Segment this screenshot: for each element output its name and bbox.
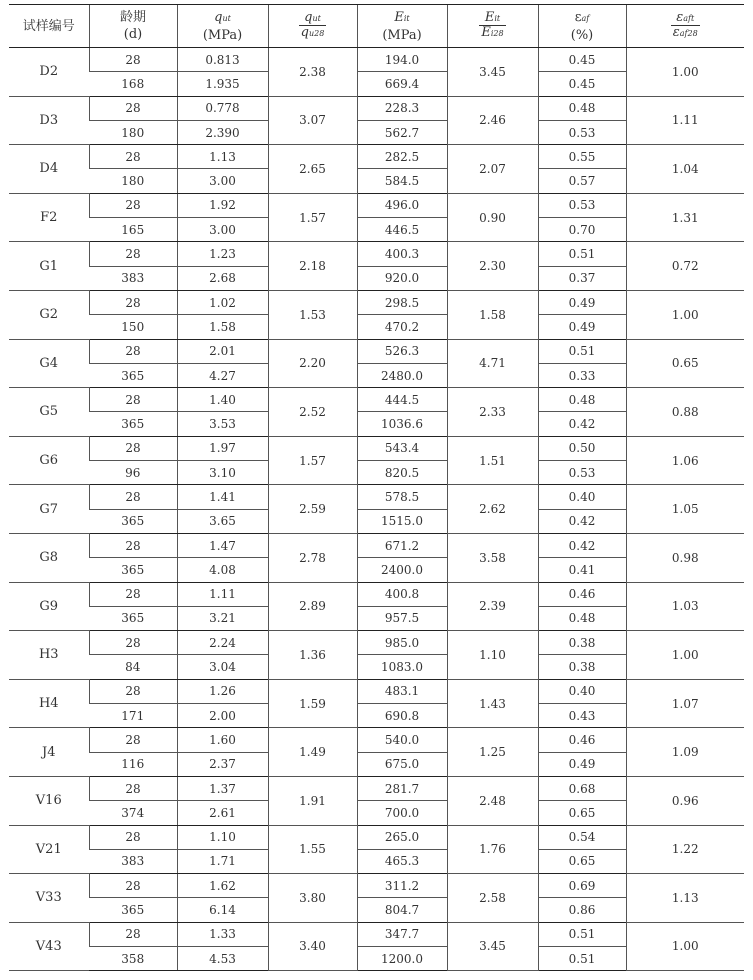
e-cell: 526.3 [357, 339, 447, 363]
e-cell: 820.5 [357, 461, 447, 485]
strain-ratio-cell: 1.03 [626, 582, 744, 631]
e-ratio-cell: 2.07 [447, 145, 538, 194]
strain-cell: 0.51 [538, 946, 626, 970]
strain-ratio-cell: 1.09 [626, 728, 744, 777]
strain-cell: 0.48 [538, 388, 626, 412]
qut-cell: 1.58 [177, 315, 268, 339]
age-cell: 28 [89, 582, 177, 606]
e-ratio-cell: 2.39 [447, 582, 538, 631]
e-ratio-cell: 3.45 [447, 48, 538, 97]
strain-cell: 0.42 [538, 533, 626, 557]
e-cell: 543.4 [357, 436, 447, 460]
q-ratio-cell: 2.38 [268, 48, 357, 97]
sample-id-cell: G1 [9, 242, 89, 291]
q-ratio-cell: 1.49 [268, 728, 357, 777]
table-row [9, 388, 744, 412]
q-ratio-cell: 2.65 [268, 145, 357, 194]
age-cell: 365 [89, 363, 177, 387]
table-row [9, 436, 744, 460]
e-cell: 1515.0 [357, 509, 447, 533]
age-cell: 116 [89, 752, 177, 776]
age-cell: 171 [89, 704, 177, 728]
q-ratio-cell: 2.52 [268, 388, 357, 437]
sample-id-cell: H4 [9, 679, 89, 728]
q-ratio-cell: 1.53 [268, 290, 357, 339]
e-cell: 1036.6 [357, 412, 447, 436]
sample-id-cell: D4 [9, 145, 89, 194]
age-cell: 358 [89, 946, 177, 970]
e-ratio-cell: 2.62 [447, 485, 538, 534]
age-cell: 365 [89, 898, 177, 922]
qut-cell: 1.26 [177, 679, 268, 703]
sample-id-cell: V16 [9, 776, 89, 825]
e-ratio-cell: 1.76 [447, 825, 538, 874]
age-cell: 168 [89, 72, 177, 96]
age-cell: 28 [89, 242, 177, 266]
strain-ratio-cell: 1.00 [626, 631, 744, 680]
age-cell: 28 [89, 679, 177, 703]
e-cell: 1083.0 [357, 655, 447, 679]
header-sample-id: 试样编号 [9, 5, 89, 48]
age-cell: 365 [89, 509, 177, 533]
age-cell: 28 [89, 485, 177, 509]
qut-cell: 1.23 [177, 242, 268, 266]
e-ratio-cell: 0.90 [447, 193, 538, 242]
e-cell: 578.5 [357, 485, 447, 509]
e-ratio-cell: 2.30 [447, 242, 538, 291]
e-cell: 265.0 [357, 825, 447, 849]
strain-ratio-cell: 1.13 [626, 874, 744, 923]
age-cell: 374 [89, 801, 177, 825]
q-ratio-cell: 1.91 [268, 776, 357, 825]
qut-cell: 1.935 [177, 72, 268, 96]
age-cell: 28 [89, 776, 177, 800]
header-row [9, 5, 744, 48]
qut-cell: 2.37 [177, 752, 268, 776]
sample-id-cell: G5 [9, 388, 89, 437]
header-e: Eit (MPa) [357, 5, 447, 48]
e-cell: 1200.0 [357, 946, 447, 970]
age-cell: 28 [89, 825, 177, 849]
e-cell: 298.5 [357, 290, 447, 314]
header-strain: εaf (%) [538, 5, 626, 48]
strain-ratio-cell: 1.07 [626, 679, 744, 728]
age-cell: 84 [89, 655, 177, 679]
strain-cell: 0.42 [538, 412, 626, 436]
e-ratio-cell: 2.33 [447, 388, 538, 437]
age-cell: 96 [89, 461, 177, 485]
qut-cell: 1.47 [177, 533, 268, 557]
e-cell: 281.7 [357, 776, 447, 800]
e-cell: 470.2 [357, 315, 447, 339]
table-row [9, 825, 744, 849]
age-cell: 365 [89, 606, 177, 630]
e-cell: 675.0 [357, 752, 447, 776]
header-e-ratio: $\frac{\text{Eit}}{Ei28}$ [447, 5, 538, 48]
strain-cell: 0.48 [538, 606, 626, 630]
q-ratio-cell: 1.57 [268, 193, 357, 242]
age-cell: 383 [89, 849, 177, 873]
qut-cell: 0.778 [177, 96, 268, 120]
table-row [9, 242, 744, 266]
e-ratio-cell: 1.25 [447, 728, 538, 777]
sample-id-cell: H3 [9, 631, 89, 680]
qut-cell: 1.97 [177, 436, 268, 460]
strain-cell: 0.51 [538, 922, 626, 946]
strain-cell: 0.53 [538, 193, 626, 217]
e-cell: 700.0 [357, 801, 447, 825]
strain-ratio-cell: 1.06 [626, 436, 744, 485]
table-row [9, 48, 744, 72]
strain-cell: 0.42 [538, 509, 626, 533]
strain-cell: 0.69 [538, 874, 626, 898]
q-ratio-cell: 3.40 [268, 922, 357, 971]
e-ratio-cell: 4.71 [447, 339, 538, 388]
e-cell: 584.5 [357, 169, 447, 193]
sample-id-cell: J4 [9, 728, 89, 777]
strain-cell: 0.33 [538, 363, 626, 387]
q-ratio-cell: 2.20 [268, 339, 357, 388]
e-cell: 194.0 [357, 48, 447, 72]
strain-cell: 0.40 [538, 485, 626, 509]
strain-cell: 0.37 [538, 266, 626, 290]
sample-id-cell: G8 [9, 533, 89, 582]
strain-cell: 0.46 [538, 582, 626, 606]
sample-id-cell: V33 [9, 874, 89, 923]
qut-cell: 1.02 [177, 290, 268, 314]
qut-cell: 3.53 [177, 412, 268, 436]
age-cell: 28 [89, 290, 177, 314]
e-cell: 804.7 [357, 898, 447, 922]
strain-cell: 0.51 [538, 242, 626, 266]
age-cell: 28 [89, 922, 177, 946]
table-row [9, 728, 744, 752]
e-cell: 957.5 [357, 606, 447, 630]
strain-cell: 0.49 [538, 315, 626, 339]
age-cell: 28 [89, 339, 177, 363]
qut-cell: 3.00 [177, 218, 268, 242]
q-ratio-cell: 2.59 [268, 485, 357, 534]
header-qut: qut (MPa) [177, 5, 268, 48]
e-cell: 400.8 [357, 582, 447, 606]
table-row [9, 485, 744, 509]
age-cell: 365 [89, 558, 177, 582]
strain-ratio-cell: 1.11 [626, 96, 744, 145]
e-ratio-cell: 1.58 [447, 290, 538, 339]
table-row [9, 339, 744, 363]
qut-cell: 3.65 [177, 509, 268, 533]
qut-cell: 3.21 [177, 606, 268, 630]
strain-cell: 0.68 [538, 776, 626, 800]
strain-ratio-cell: 1.00 [626, 922, 744, 971]
strain-ratio-cell: 0.65 [626, 339, 744, 388]
qut-cell: 3.10 [177, 461, 268, 485]
q-ratio-cell: 1.57 [268, 436, 357, 485]
table-row [9, 533, 744, 557]
age-cell: 165 [89, 218, 177, 242]
qut-cell: 2.390 [177, 120, 268, 144]
table-row [9, 193, 744, 217]
age-cell: 150 [89, 315, 177, 339]
age-cell: 28 [89, 533, 177, 557]
e-ratio-cell: 1.10 [447, 631, 538, 680]
age-cell: 28 [89, 436, 177, 460]
e-cell: 2400.0 [357, 558, 447, 582]
table-row [9, 631, 744, 655]
header-q-ratio: $\frac{\text{qut}}{qu28}$ [268, 5, 357, 48]
strain-ratio-cell: 1.04 [626, 145, 744, 194]
e-ratio-cell: 3.58 [447, 533, 538, 582]
qut-cell: 2.68 [177, 266, 268, 290]
e-cell: 282.5 [357, 145, 447, 169]
strain-ratio-cell: 0.88 [626, 388, 744, 437]
e-ratio-cell: 1.51 [447, 436, 538, 485]
age-cell: 28 [89, 631, 177, 655]
q-ratio-cell: 2.78 [268, 533, 357, 582]
e-cell: 228.3 [357, 96, 447, 120]
strain-ratio-cell: 1.22 [626, 825, 744, 874]
qut-cell: 1.33 [177, 922, 268, 946]
e-cell: 465.3 [357, 849, 447, 873]
age-cell: 28 [89, 48, 177, 72]
table-row [9, 290, 744, 314]
e-cell: 347.7 [357, 922, 447, 946]
strain-cell: 0.86 [538, 898, 626, 922]
strain-cell: 0.46 [538, 728, 626, 752]
e-cell: 311.2 [357, 874, 447, 898]
qut-cell: 1.41 [177, 485, 268, 509]
e-cell: 483.1 [357, 679, 447, 703]
sample-id-cell: F2 [9, 193, 89, 242]
age-cell: 383 [89, 266, 177, 290]
strain-cell: 0.43 [538, 704, 626, 728]
sample-id-cell: D3 [9, 96, 89, 145]
qut-cell: 2.00 [177, 704, 268, 728]
table-row [9, 582, 744, 606]
table-row [9, 96, 744, 120]
e-cell: 562.7 [357, 120, 447, 144]
q-ratio-cell: 1.59 [268, 679, 357, 728]
strain-cell: 0.65 [538, 849, 626, 873]
e-cell: 400.3 [357, 242, 447, 266]
q-ratio-cell: 3.80 [268, 874, 357, 923]
table-body [9, 48, 744, 971]
e-cell: 669.4 [357, 72, 447, 96]
strain-cell: 0.57 [538, 169, 626, 193]
age-cell: 28 [89, 145, 177, 169]
age-cell: 180 [89, 120, 177, 144]
e-cell: 496.0 [357, 193, 447, 217]
qut-cell: 1.62 [177, 874, 268, 898]
e-ratio-cell: 1.43 [447, 679, 538, 728]
qut-cell: 2.61 [177, 801, 268, 825]
e-ratio-cell: 3.45 [447, 922, 538, 971]
strain-cell: 0.45 [538, 48, 626, 72]
sample-id-cell: D2 [9, 48, 89, 97]
qut-cell: 1.40 [177, 388, 268, 412]
strain-cell: 0.38 [538, 655, 626, 679]
strain-cell: 0.41 [538, 558, 626, 582]
strain-cell: 0.70 [538, 218, 626, 242]
strain-cell: 0.38 [538, 631, 626, 655]
qut-cell: 1.11 [177, 582, 268, 606]
table-row [9, 874, 744, 898]
qut-cell: 4.53 [177, 946, 268, 970]
qut-cell: 1.92 [177, 193, 268, 217]
strain-ratio-cell: 1.00 [626, 48, 744, 97]
table-header [9, 5, 744, 48]
qut-cell: 1.10 [177, 825, 268, 849]
e-cell: 920.0 [357, 266, 447, 290]
sample-id-cell: V21 [9, 825, 89, 874]
qut-cell: 2.24 [177, 631, 268, 655]
q-ratio-cell: 3.07 [268, 96, 357, 145]
sample-id-cell: V43 [9, 922, 89, 971]
q-ratio-cell: 2.18 [268, 242, 357, 291]
sample-id-cell: G2 [9, 290, 89, 339]
age-cell: 180 [89, 169, 177, 193]
age-cell: 28 [89, 96, 177, 120]
q-ratio-cell: 2.89 [268, 582, 357, 631]
e-cell: 444.5 [357, 388, 447, 412]
e-cell: 2480.0 [357, 363, 447, 387]
sample-id-cell: G4 [9, 339, 89, 388]
strain-cell: 0.49 [538, 752, 626, 776]
data-table [9, 4, 744, 971]
sample-id-cell: G6 [9, 436, 89, 485]
e-cell: 985.0 [357, 631, 447, 655]
e-cell: 690.8 [357, 704, 447, 728]
qut-cell: 1.71 [177, 849, 268, 873]
header-age: 龄期 (d) [89, 5, 177, 48]
table-row [9, 679, 744, 703]
qut-cell: 4.08 [177, 558, 268, 582]
sample-id-cell: G9 [9, 582, 89, 631]
qut-cell: 6.14 [177, 898, 268, 922]
age-cell: 28 [89, 193, 177, 217]
age-cell: 28 [89, 874, 177, 898]
strain-ratio-cell: 0.98 [626, 533, 744, 582]
strain-cell: 0.53 [538, 461, 626, 485]
qut-cell: 3.00 [177, 169, 268, 193]
qut-cell: 1.37 [177, 776, 268, 800]
strain-cell: 0.49 [538, 290, 626, 314]
strain-cell: 0.48 [538, 96, 626, 120]
qut-cell: 0.813 [177, 48, 268, 72]
e-ratio-cell: 2.58 [447, 874, 538, 923]
strain-cell: 0.51 [538, 339, 626, 363]
age-cell: 28 [89, 388, 177, 412]
qut-cell: 2.01 [177, 339, 268, 363]
table-row [9, 776, 744, 800]
strain-cell: 0.40 [538, 679, 626, 703]
strain-cell: 0.53 [538, 120, 626, 144]
strain-ratio-cell: 1.31 [626, 193, 744, 242]
strain-ratio-cell: 1.05 [626, 485, 744, 534]
strain-cell: 0.50 [538, 436, 626, 460]
qut-cell: 1.60 [177, 728, 268, 752]
strain-cell: 0.65 [538, 801, 626, 825]
strain-ratio-cell: 1.00 [626, 290, 744, 339]
e-ratio-cell: 2.48 [447, 776, 538, 825]
table-row [9, 922, 744, 946]
qut-cell: 1.13 [177, 145, 268, 169]
q-ratio-cell: 1.36 [268, 631, 357, 680]
age-cell: 28 [89, 728, 177, 752]
table-row [9, 145, 744, 169]
strain-ratio-cell: 0.96 [626, 776, 744, 825]
e-cell: 671.2 [357, 533, 447, 557]
strain-cell: 0.54 [538, 825, 626, 849]
sample-id-cell: G7 [9, 485, 89, 534]
strain-cell: 0.55 [538, 145, 626, 169]
e-cell: 540.0 [357, 728, 447, 752]
qut-cell: 3.04 [177, 655, 268, 679]
e-cell: 446.5 [357, 218, 447, 242]
strain-ratio-cell: 0.72 [626, 242, 744, 291]
header-strain-ratio: $\frac{\text{εaft}}{\text{εaf28}}$ [626, 5, 744, 48]
qut-cell: 4.27 [177, 363, 268, 387]
age-cell: 365 [89, 412, 177, 436]
q-ratio-cell: 1.55 [268, 825, 357, 874]
e-ratio-cell: 2.46 [447, 96, 538, 145]
strain-cell: 0.45 [538, 72, 626, 96]
